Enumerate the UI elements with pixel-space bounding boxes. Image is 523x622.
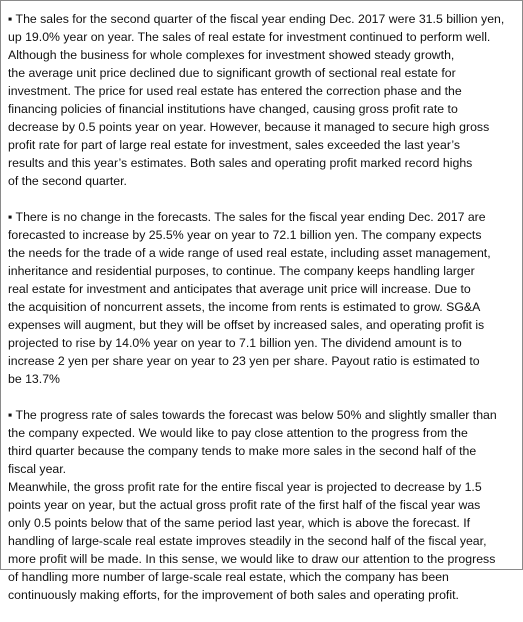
text-line: decrease by 0.5 points year on year. However, because it managed to secure high gross	[8, 120, 490, 134]
text-line: Meanwhile, the gross profit rate for the entire fiscal year is projected to decrease by 1.5	[8, 480, 482, 494]
text-line: ▪ The sales for the second quarter of the fiscal year ending Dec. 2017 were 31.5 billion yen,	[8, 12, 505, 26]
text-line: continuously making efforts, for the improvement of both sales and operating profit.	[8, 588, 459, 602]
text-line: profit rate for part of large real estate for investment, sales exceeded the last year’s	[8, 138, 461, 152]
text-line: of handling more number of large-scale real estate, which the company has been	[8, 570, 449, 584]
text-line: the company expected. We would like to pay close attention to the progress from the	[8, 426, 468, 440]
paragraph-progress	[8, 406, 513, 604]
document-content	[8, 10, 513, 622]
text-line: ▪ There is no change in the forecasts. The sales for the fiscal year ending Dec. 2017 are	[8, 210, 486, 224]
paragraph-q2-results	[8, 10, 513, 190]
text-line: increase 2 yen per share year on year to 23 yen per share. Payout ratio is estimated to	[8, 354, 480, 368]
text-line: investment. The price for used real estate has entered the correction phase and the	[8, 84, 462, 98]
text-line: real estate for investment and anticipates that average unit price will increase. Due to	[8, 282, 471, 296]
text-line: the acquisition of noncurrent assets, the income from rents is estimated to grow. SG&A	[8, 300, 481, 314]
text-line: expenses will augment, but they will be offset by increased sales, and operating profit is	[8, 318, 485, 332]
text-line: results and this year’s estimates. Both sales and operating profit marked record highs	[8, 156, 473, 170]
text-line: more profit will be made. In this sense, we would like to draw our attention to the progress	[8, 552, 496, 566]
text-line: the needs for the trade of a wide range of used real estate, including asset management,	[8, 246, 491, 260]
text-line: third quarter because the company tends to make more sales in the second half of the	[8, 444, 477, 458]
text-line: ▪ The progress rate of sales towards the forecast was below 50% and slightly smaller than	[8, 408, 497, 422]
text-line: handling of large-scale real estate improves steadily in the second half of the fiscal year,	[8, 534, 487, 548]
text-line: forecasted to increase by 25.5% year on year to 72.1 billion yen. The company expects	[8, 228, 482, 242]
text-line: be 13.7%	[8, 372, 60, 386]
paragraph-forecast	[8, 208, 513, 388]
text-line: up 19.0% year on year. The sales of real estate for investment continued to perform well.	[8, 30, 491, 44]
text-line: Although the business for whole complexes for investment showed steady growth,	[8, 48, 455, 62]
text-line: projected to rise by 14.0% year on year to 7.1 billion yen. The dividend amount is to	[8, 336, 462, 350]
text-line: only 0.5 points below that of the same period last year, which is above the forecast. If	[8, 516, 471, 530]
text-line: inheritance and residential purposes, to continue. The company keeps handling larger	[8, 264, 475, 278]
text-line: the average unit price declined due to significant growth of sectional real estate for	[8, 66, 456, 80]
text-line: of the second quarter.	[8, 174, 127, 188]
text-line: financing policies of financial institutions have changed, causing gross profit rate to	[8, 102, 458, 116]
text-line: points year on year, but the actual gross profit rate of the first half of the fiscal year was	[8, 498, 481, 512]
text-line: fiscal year.	[8, 462, 67, 476]
